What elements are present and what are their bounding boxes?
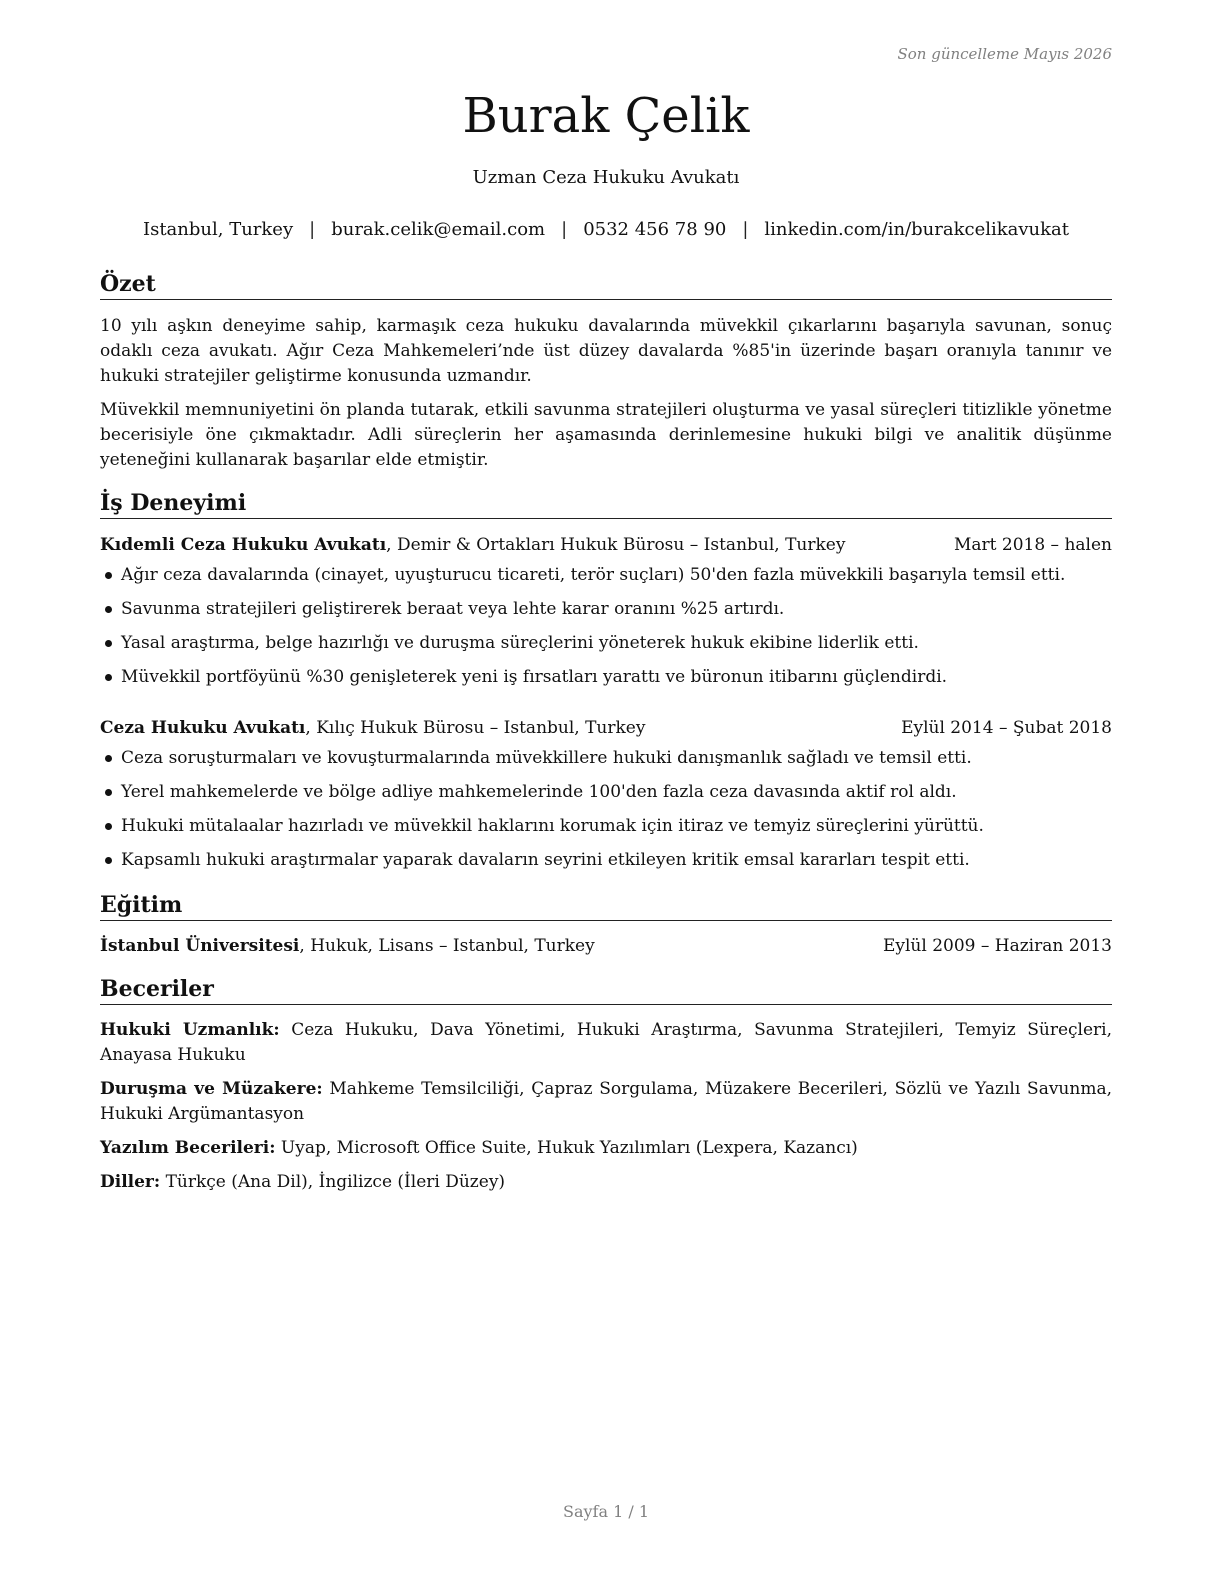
- last-updated: Son güncelleme Mayıs 2026: [897, 45, 1112, 63]
- skill-value: Türkçe (Ana Dil), İngilizce (İleri Düzey): [160, 1172, 506, 1192]
- skill-label: Hukuki Uzmanlık:: [100, 1020, 280, 1040]
- summary-paragraph: 10 yılı aşkın deneyime sahip, karmaşık ceza hukuku davalarında müvekkil çıkarlarını başarıyla savunan, sonuç odaklı ceza avukatı. Ağır Ceza Mahkemeleri’nde üst düzey davalarda %85'in üzerinde başarı oranıyla tanınır ve hukuki stratejiler geliştirme konusunda uzmandır.: [100, 316, 1112, 386]
- education-entry: [100, 934, 1112, 958]
- contact-email[interactable]: burak.celik@email.com: [331, 219, 546, 240]
- skill-value: Mahkeme Temsilciliği, Çapraz Sorgulama, Müzakere Becerileri, Sözlü ve Yazılı Savunma, Hukuki Argümantasyon: [100, 1079, 1112, 1124]
- list-item: Yerel mahkemelerde ve bölge adliye mahkemelerinde 100'den fazla ceza davasında aktif rol aldı.: [100, 780, 1112, 814]
- list-item: Kapsamlı hukuki araştırmalar yaparak davaların seyrini etkileyen kritik emsal kararları tespit etti.: [100, 848, 1112, 882]
- skill-label: Yazılım Becerileri:: [100, 1138, 276, 1158]
- skill-label: Duruşma ve Müzakere:: [100, 1079, 323, 1099]
- education-dates: Eylül 2009 – Haziran 2013: [882, 936, 1112, 956]
- job-bullets: [100, 746, 1112, 882]
- job-role: Ceza Hukuku Avukatı: [100, 718, 306, 738]
- contact-location: Istanbul, Turkey: [142, 219, 294, 240]
- contact-line: [100, 219, 1112, 240]
- list-item: Ağır ceza davalarında (cinayet, uyuşturucu ticareti, terör suçları) 50'den fazla müvekkili başarıyla temsil etti.: [100, 563, 1112, 597]
- skill-line: [100, 1170, 1112, 1195]
- page-number: Sayfa 1 / 1: [562, 1502, 649, 1521]
- job-company: , Kılıç Hukuk Bürosu – Istanbul, Turkey: [305, 718, 646, 738]
- list-item: Yasal araştırma, belge hazırlığı ve duruşma süreçlerini yöneterek hukuk ekibine liderlik etti.: [100, 631, 1112, 665]
- section-title-education: Eğitim: [100, 892, 1112, 921]
- list-item: Müvekkil portföyünü %30 genişleterek yeni iş fırsatları yarattı ve büronun itibarını güçlendirdi.: [100, 665, 1112, 699]
- job-title-line: [100, 533, 845, 557]
- list-item: Ceza soruşturmaları ve kovuşturmalarında müvekkillere hukuki danışmanlık sağladı ve temsil etti.: [100, 746, 1112, 780]
- job-company: , Demir & Ortakları Hukuk Bürosu – Istanbul, Turkey: [386, 535, 846, 555]
- job-role: Kıdemli Ceza Hukuku Avukatı: [100, 535, 387, 555]
- education-detail: , Hukuk, Lisans – Istanbul, Turkey: [299, 936, 595, 956]
- job-bullets: [100, 563, 1112, 699]
- job-dates: Eylül 2014 – Şubat 2018: [901, 718, 1112, 738]
- job-header: [100, 716, 1112, 740]
- section-title-skills: Beceriler: [100, 976, 1112, 1005]
- section-title-experience: İş Deneyimi: [100, 490, 1112, 519]
- contact-linkedin[interactable]: linkedin.com/in/burakcelikavukat: [764, 219, 1070, 240]
- candidate-name: Burak Çelik: [462, 88, 750, 144]
- skill-line: [100, 1136, 1112, 1161]
- section-title-summary: Özet: [100, 271, 1112, 300]
- job-dates: Mart 2018 – halen: [953, 535, 1112, 555]
- list-item: Savunma stratejileri geliştirerek beraat veya lehte karar oranını %25 artırdı.: [100, 597, 1112, 631]
- education-school: İstanbul Üniversitesi: [100, 936, 300, 956]
- candidate-title: Uzman Ceza Hukuku Avukatı: [472, 167, 740, 188]
- skill-line: [100, 1077, 1112, 1127]
- resume-page: [100, 0, 1112, 1584]
- summary-paragraph: Müvekkil memnuniyetini ön planda tutarak, etkili savunma stratejileri oluşturma ve yasal süreçleri titizlikle yönetme becerisiyle öne çıkmaktadır. Adli süreçlerin her aşamasında derinlemesine hukuki bilgi ve analitik düşünme yeteneğini kullanarak başarılar elde etmiştir.: [100, 400, 1112, 470]
- education-line: [100, 934, 595, 958]
- skill-value: Uyap, Microsoft Office Suite, Hukuk Yazılımları (Lexpera, Kazancı): [275, 1138, 858, 1158]
- contact-phone[interactable]: 0532 456 78 90: [583, 219, 727, 240]
- job-title-line: [100, 716, 645, 740]
- job-header: [100, 533, 1112, 557]
- contact-separator: |: [561, 219, 568, 240]
- contact-separator: |: [742, 219, 749, 240]
- contact-separator: |: [309, 219, 316, 240]
- skill-value: Ceza Hukuku, Dava Yönetimi, Hukuki Araştırma, Savunma Stratejileri, Temyiz Süreçleri, Anayasa Hukuku: [100, 1020, 1112, 1065]
- list-item: Hukuki mütalaalar hazırladı ve müvekkil haklarını korumak için itiraz ve temyiz süreçlerini yürüttü.: [100, 814, 1112, 848]
- skill-label: Diller:: [100, 1172, 161, 1192]
- skill-line: [100, 1018, 1112, 1068]
